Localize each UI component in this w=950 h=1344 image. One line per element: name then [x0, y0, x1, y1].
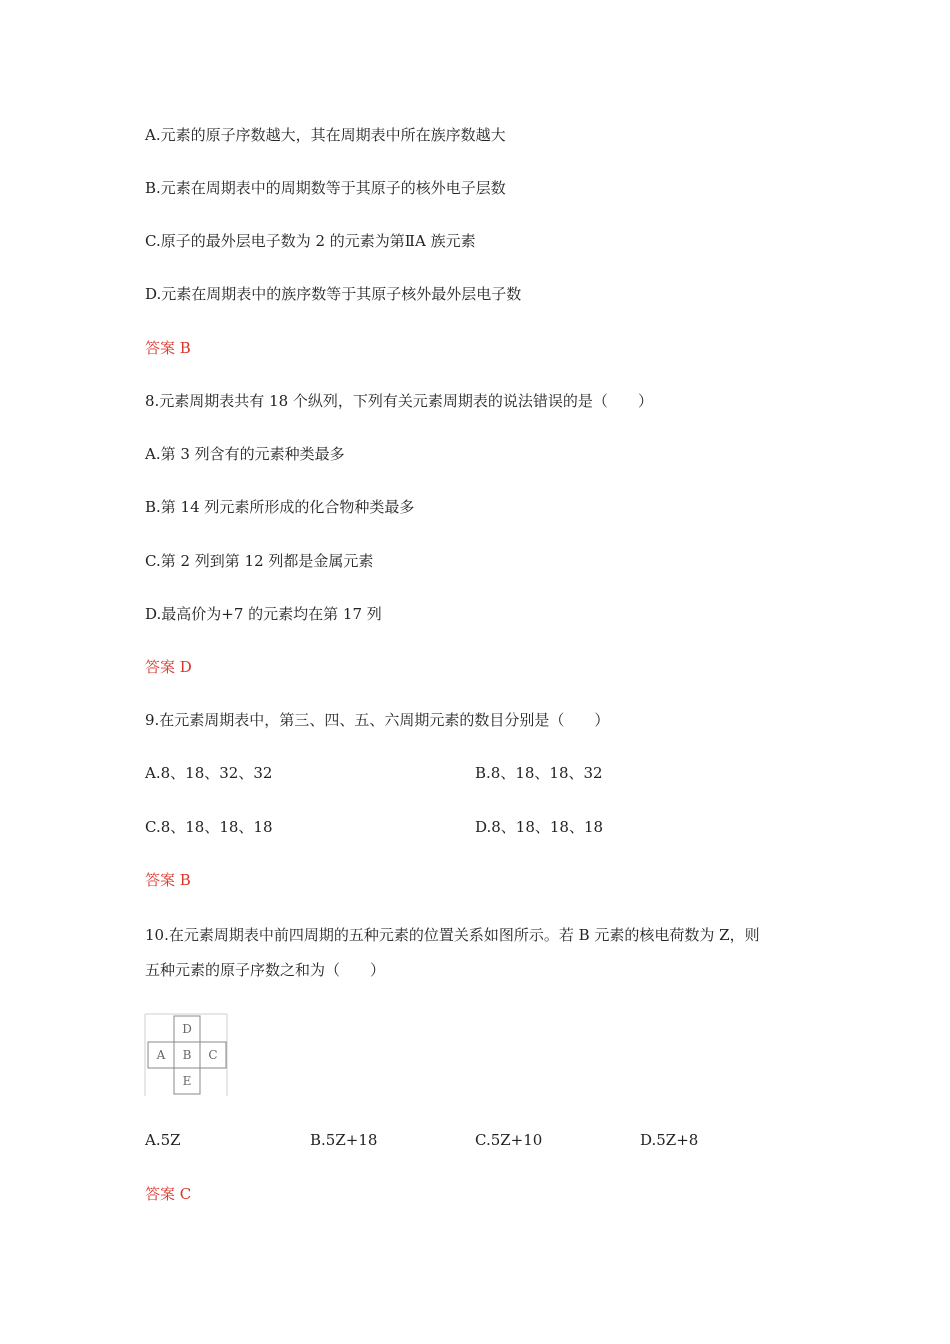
q8-option-b: B.第 14 列元素所形成的化合物种类最多: [145, 498, 415, 516]
q10-option-d: D.5Z+8: [640, 1131, 699, 1149]
periodic-position-diagram: [143, 1012, 229, 1098]
q8-option-c: C.第 2 列到第 12 列都是金属元素: [145, 552, 374, 570]
q7-option-c: C.原子的最外层电子数为 2 的元素为第ⅡA 族元素: [145, 232, 476, 250]
q7-option-b: B.元素在周期表中的周期数等于其原子的核外电子层数: [145, 179, 506, 197]
q9-option-d: D.8、18、18、18: [475, 818, 604, 836]
q10-option-b: B.5Z+18: [310, 1131, 378, 1149]
q10-stem-line2: 五种元素的原子序数之和为（ ）: [145, 961, 386, 979]
q10-option-a: A.5Z: [145, 1131, 181, 1149]
q7-answer: 答案 B: [145, 339, 191, 357]
q9-option-b: B.8、18、18、32: [475, 764, 603, 782]
q7-option-a: A.元素的原子序数越大，其在周期表中所在族序数越大: [145, 126, 506, 144]
label-e: E: [182, 1074, 192, 1088]
q9-answer: 答案 B: [145, 871, 191, 889]
q9-option-a: A.8、18、32、32: [145, 764, 273, 782]
label-a: A: [156, 1048, 166, 1062]
label-c: C: [208, 1048, 218, 1062]
q8-option-a: A.第 3 列含有的元素种类最多: [145, 445, 345, 463]
q8-option-d: D.最高价为+7 的元素均在第 17 列: [145, 605, 382, 623]
q7-option-d: D.元素在周期表中的族序数等于其原子核外最外层电子数: [145, 285, 522, 303]
q10-option-c: C.5Z+10: [475, 1131, 543, 1149]
label-b: B: [182, 1048, 192, 1062]
q9-stem: 9.在元素周期表中，第三、四、五、六周期元素的数目分别是（ ）: [145, 711, 610, 729]
q10-stem-line1: 10.在元素周期表中前四周期的五种元素的位置关系如图所示。若 B 元素的核电荷数为 Z，则: [145, 926, 760, 944]
q10-answer: 答案 C: [145, 1185, 192, 1203]
q8-stem: 8.元素周期表共有 18 个纵列，下列有关元素周期表的说法错误的是（ ）: [145, 392, 653, 410]
label-d: D: [182, 1022, 192, 1036]
q9-option-c: C.8、18、18、18: [145, 818, 273, 836]
q8-answer: 答案 D: [145, 658, 192, 676]
